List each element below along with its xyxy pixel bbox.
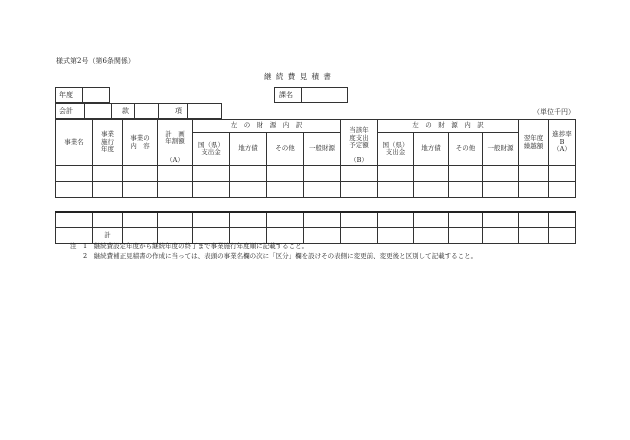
document-title: 継 続 費 見 積 書 (264, 72, 332, 81)
divider (111, 104, 112, 118)
kou-label: 項 (175, 107, 182, 115)
table-row (56, 182, 576, 198)
header-funding-a: 左 の 財 源 内 訳 (193, 120, 341, 133)
header-annual-plan: 計 画 年割額 (158, 120, 193, 157)
header-other-a: その他 (267, 133, 304, 166)
header-project-name: 事業名 (56, 120, 93, 166)
section-label-cell (274, 87, 302, 103)
header-bond-a: 地方債 (230, 133, 267, 166)
header-annual-plan-mark: （A） (158, 157, 193, 166)
account-label: 会計 (59, 107, 73, 115)
year-input[interactable] (82, 87, 110, 103)
header-period: 事業 施行 年度 (93, 120, 123, 166)
header-general-b: 一般財源 (483, 133, 519, 166)
table-row (56, 212, 576, 228)
note-1: 注 1 継続費設定年度から継続年度の終了まで事業施行年度順に記載すること。 (70, 242, 309, 250)
header-carry-over: 翌年度 繰越額 (519, 120, 549, 166)
account-row (55, 103, 222, 119)
header-current-year: 当該年 度支出 予定額 (341, 120, 378, 157)
total-label: 計 (93, 228, 123, 244)
estimate-table (55, 119, 576, 244)
header-other-b: その他 (449, 133, 483, 166)
header-current-mark: （B） (341, 157, 378, 166)
form-number: 様式第2号（第6条関係） (56, 57, 135, 65)
header-funding-b: 左 の 財 源 内 訳 (378, 120, 519, 133)
unit-label: （単位千円） (533, 108, 575, 116)
note-2: 2 継続費補正見積書の作成に当っては、表頭の事業名欄の次に「区分」欄を設けその表側に変更前、変更後と区別して記載すること。 (70, 252, 478, 260)
table-gap-row (56, 198, 576, 212)
section-input[interactable] (301, 87, 348, 103)
section-label: 課名 (279, 91, 293, 99)
header-content: 事業の 内 容 (123, 120, 158, 166)
header-pref-a: 国（県） 支出金 (193, 133, 230, 166)
divider (84, 104, 85, 118)
header-general-a: 一般財源 (304, 133, 341, 166)
year-label-cell (55, 87, 83, 103)
header-progress: 進捗率 B （A） (549, 120, 576, 166)
year-label: 年度 (59, 91, 73, 99)
kan-label: 款 (122, 107, 129, 115)
divider (158, 104, 159, 118)
header-pref-b: 国（県） 支出金 (378, 133, 414, 166)
header-bond-b: 地方債 (414, 133, 449, 166)
divider (187, 104, 188, 118)
divider (134, 104, 135, 118)
table-row (56, 166, 576, 182)
